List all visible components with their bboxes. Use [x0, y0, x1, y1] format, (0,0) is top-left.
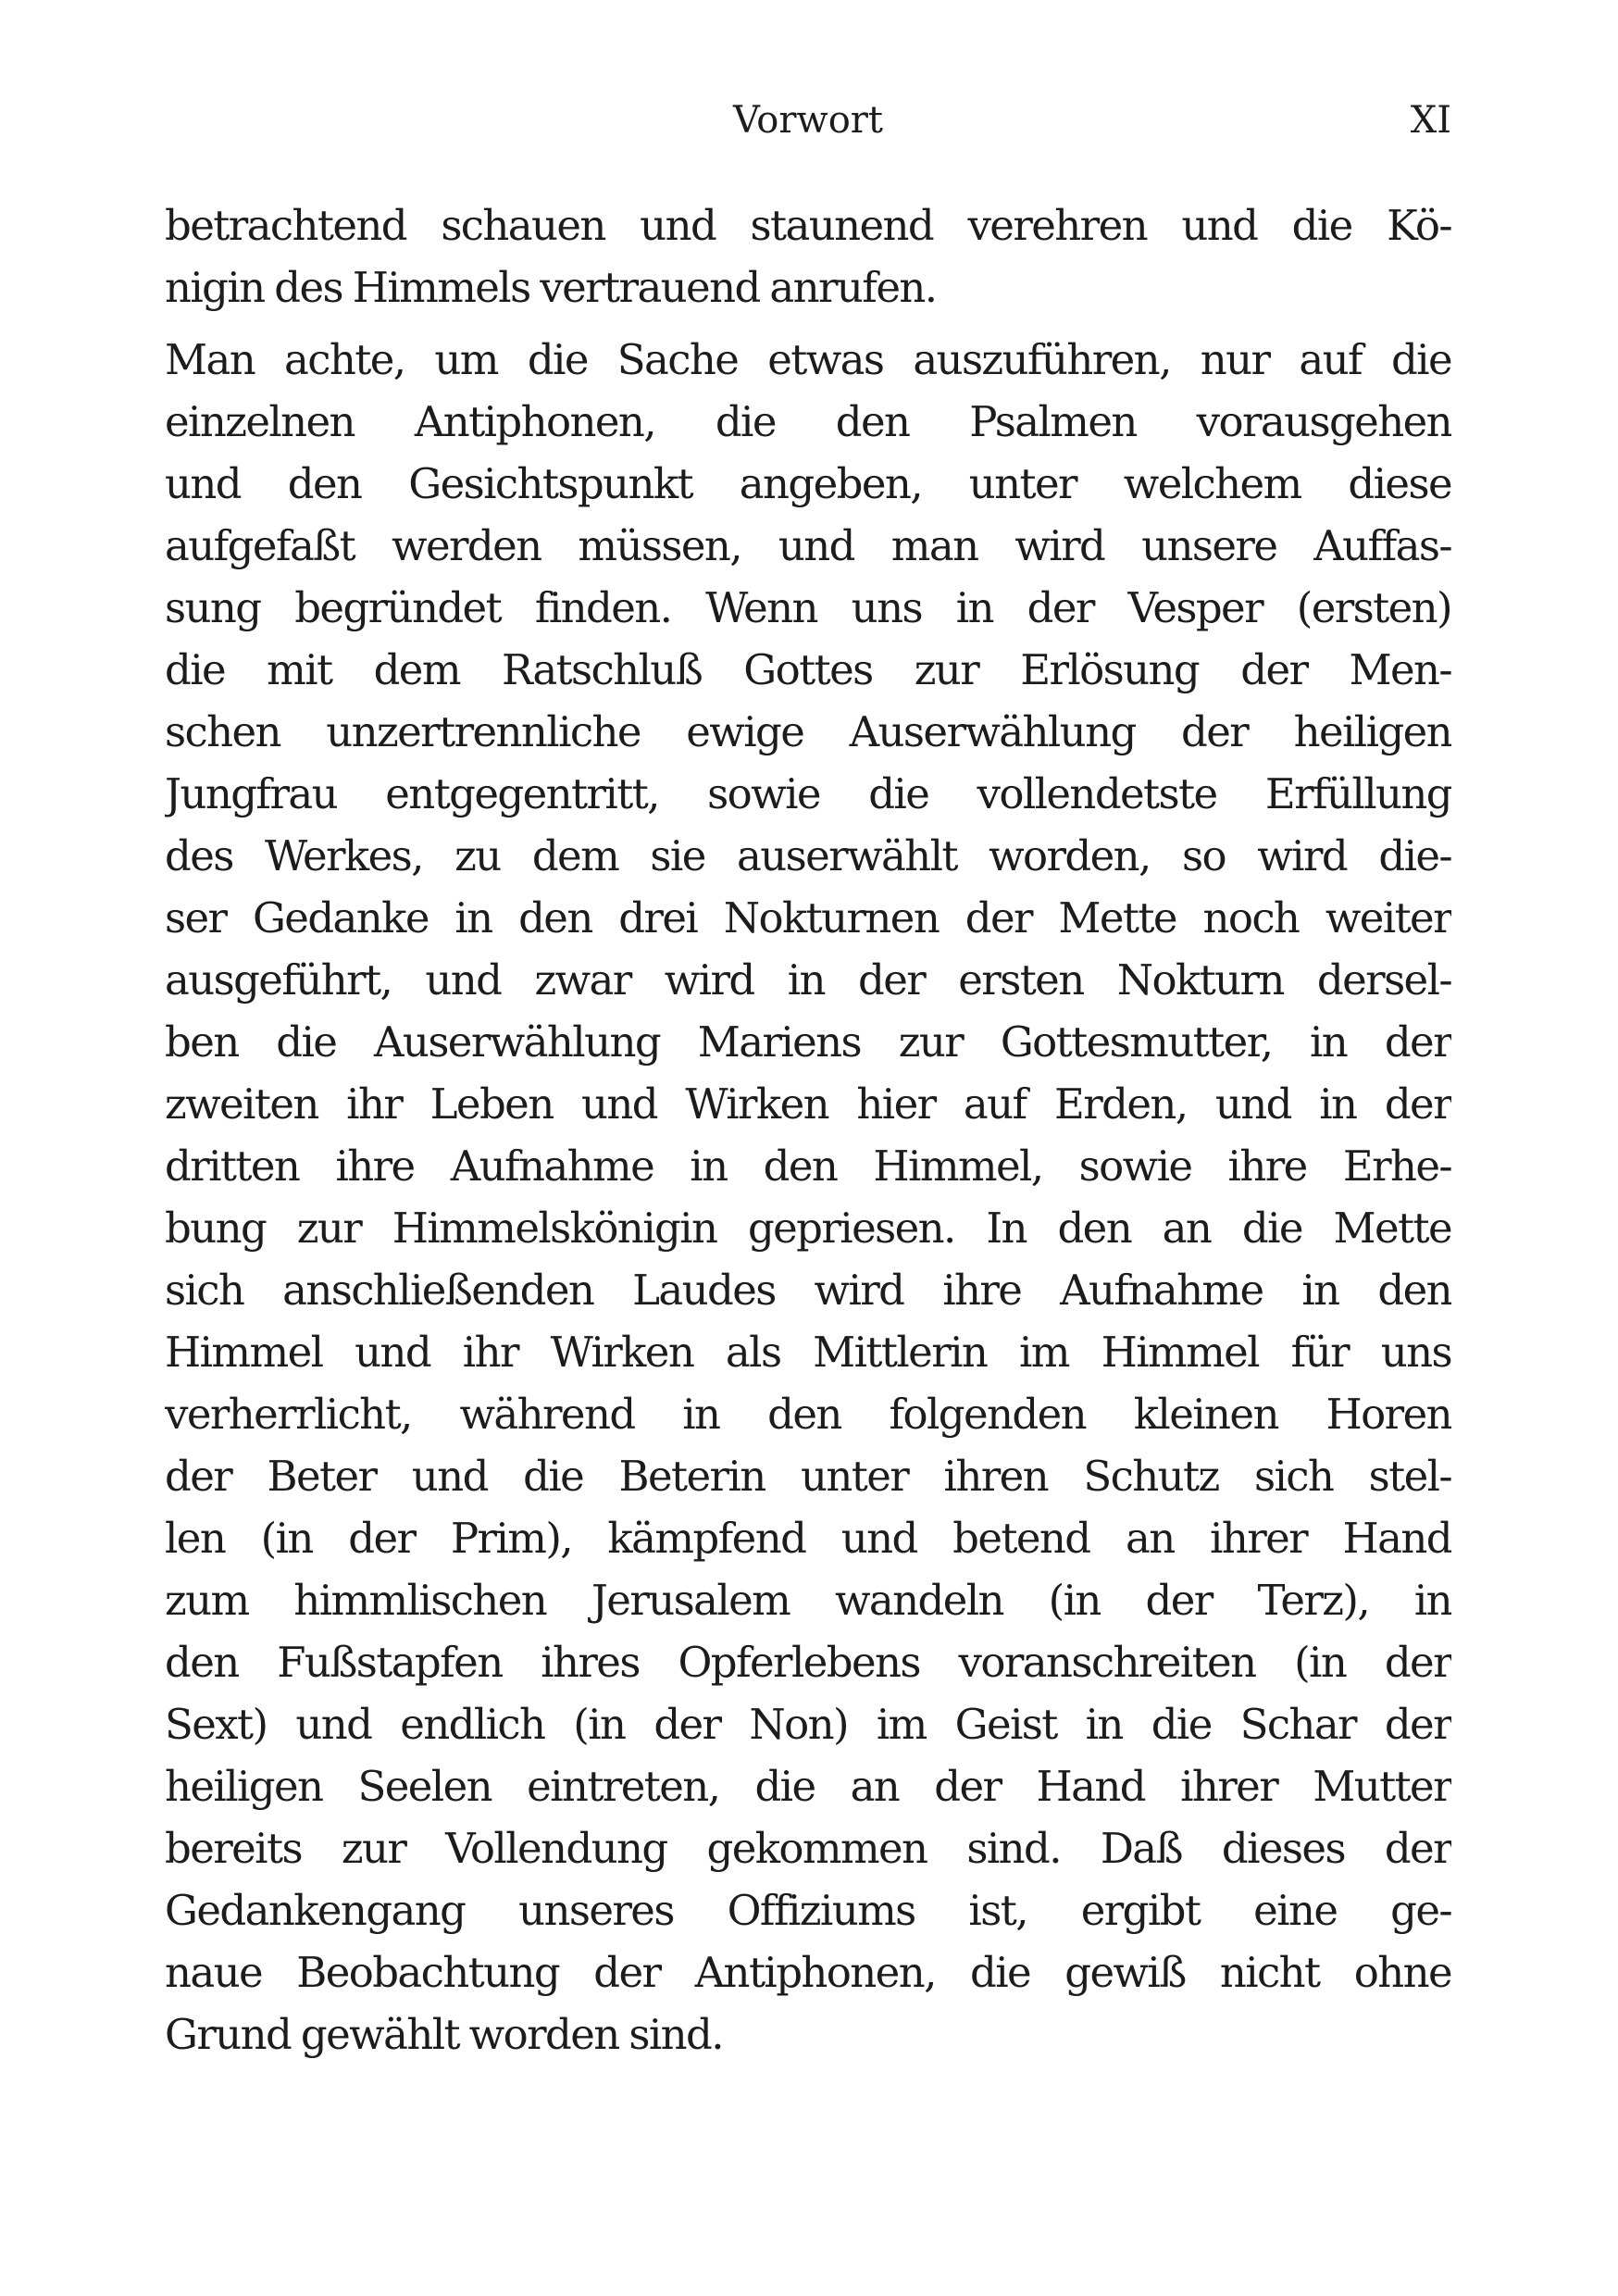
text-line: sung begründet finden. Wenn uns in der Vesper (ersten)	[165, 583, 1451, 632]
text-line: die mit dem Ratschluß Gottes zur Erlösung der Men-	[165, 645, 1451, 694]
text-line: des Werkes, zu dem sie auserwählt worden, so wird die-	[165, 831, 1451, 880]
text-line: ser Gedanke in den drei Nokturnen der Mette noch weiter	[165, 893, 1451, 942]
page-number: XI	[1410, 99, 1451, 142]
running-head	[165, 93, 1451, 148]
text-line: verherrlicht, während in den folgenden kleinen Horen	[165, 1390, 1451, 1439]
text-line: Sext) und endlich (in der Non) im Geist in die Schar der	[165, 1700, 1451, 1749]
text-line: sich anschließenden Laudes wird ihre Aufnahme in den	[165, 1266, 1451, 1315]
text-line: der Beter und die Beterin unter ihren Schutz sich stel-	[165, 1452, 1451, 1501]
text-line: bung zur Himmelskönigin gepriesen. In den an die Mette	[165, 1204, 1451, 1253]
text-line: zum himmlischen Jerusalem wandeln (in der Terz), in	[165, 1576, 1451, 1625]
text-line: len (in der Prim), kämpfend und betend an ihrer Hand	[165, 1514, 1451, 1563]
body-text	[165, 194, 1451, 2065]
text-line: Himmel und ihr Wirken als Mittlerin im Himmel für uns	[165, 1328, 1451, 1377]
text-line: Gedankengang unseres Offiziums ist, ergibt eine ge-	[165, 1886, 1451, 1935]
text-line: dritten ihre Aufnahme in den Himmel, sowie ihre Erhe-	[165, 1142, 1451, 1191]
text-line: Man achte, um die Sache etwas auszuführen, nur auf die	[165, 335, 1451, 384]
text-line: heiligen Seelen eintreten, die an der Hand ihrer Mutter	[165, 1762, 1451, 1811]
text-line: und den Gesichtspunkt angeben, unter welchem diese	[165, 459, 1451, 508]
paragraph	[165, 194, 1451, 318]
text-line: Grund gewählt worden sind.	[165, 2010, 723, 2059]
text-line: Jungfrau entgegentritt, sowie die vollendetste Erfüllung	[165, 769, 1451, 818]
text-line: naue Beobachtung der Antiphonen, die gewiß nicht ohne	[165, 1948, 1451, 1997]
text-line: einzelnen Antiphonen, die den Psalmen vorausgehen	[165, 397, 1451, 446]
text-line: bereits zur Vollendung gekommen sind. Daß dieses der	[165, 1824, 1451, 1873]
text-line: betrachtend schauen und staunend verehren und die Kö-	[165, 201, 1451, 250]
text-line: ausgeführt, und zwar wird in der ersten Nokturn dersel-	[165, 955, 1451, 1004]
text-line: schen unzertrennliche ewige Auserwählung der heiligen	[165, 707, 1451, 756]
running-title: Vorwort	[733, 99, 883, 142]
text-line: aufgefaßt werden müssen, und man wird unsere Auffas-	[165, 521, 1451, 570]
text-line: zweiten ihr Leben und Wirken hier auf Erden, und in der	[165, 1079, 1451, 1129]
text-line: nigin des Himmels vertrauend anrufen.	[165, 263, 937, 312]
text-line: ben die Auserwählung Mariens zur Gottesmutter, in der	[165, 1017, 1451, 1067]
paragraph	[165, 329, 1451, 2065]
text-line: den Fußstapfen ihres Opferlebens voranschreiten (in der	[165, 1638, 1451, 1687]
